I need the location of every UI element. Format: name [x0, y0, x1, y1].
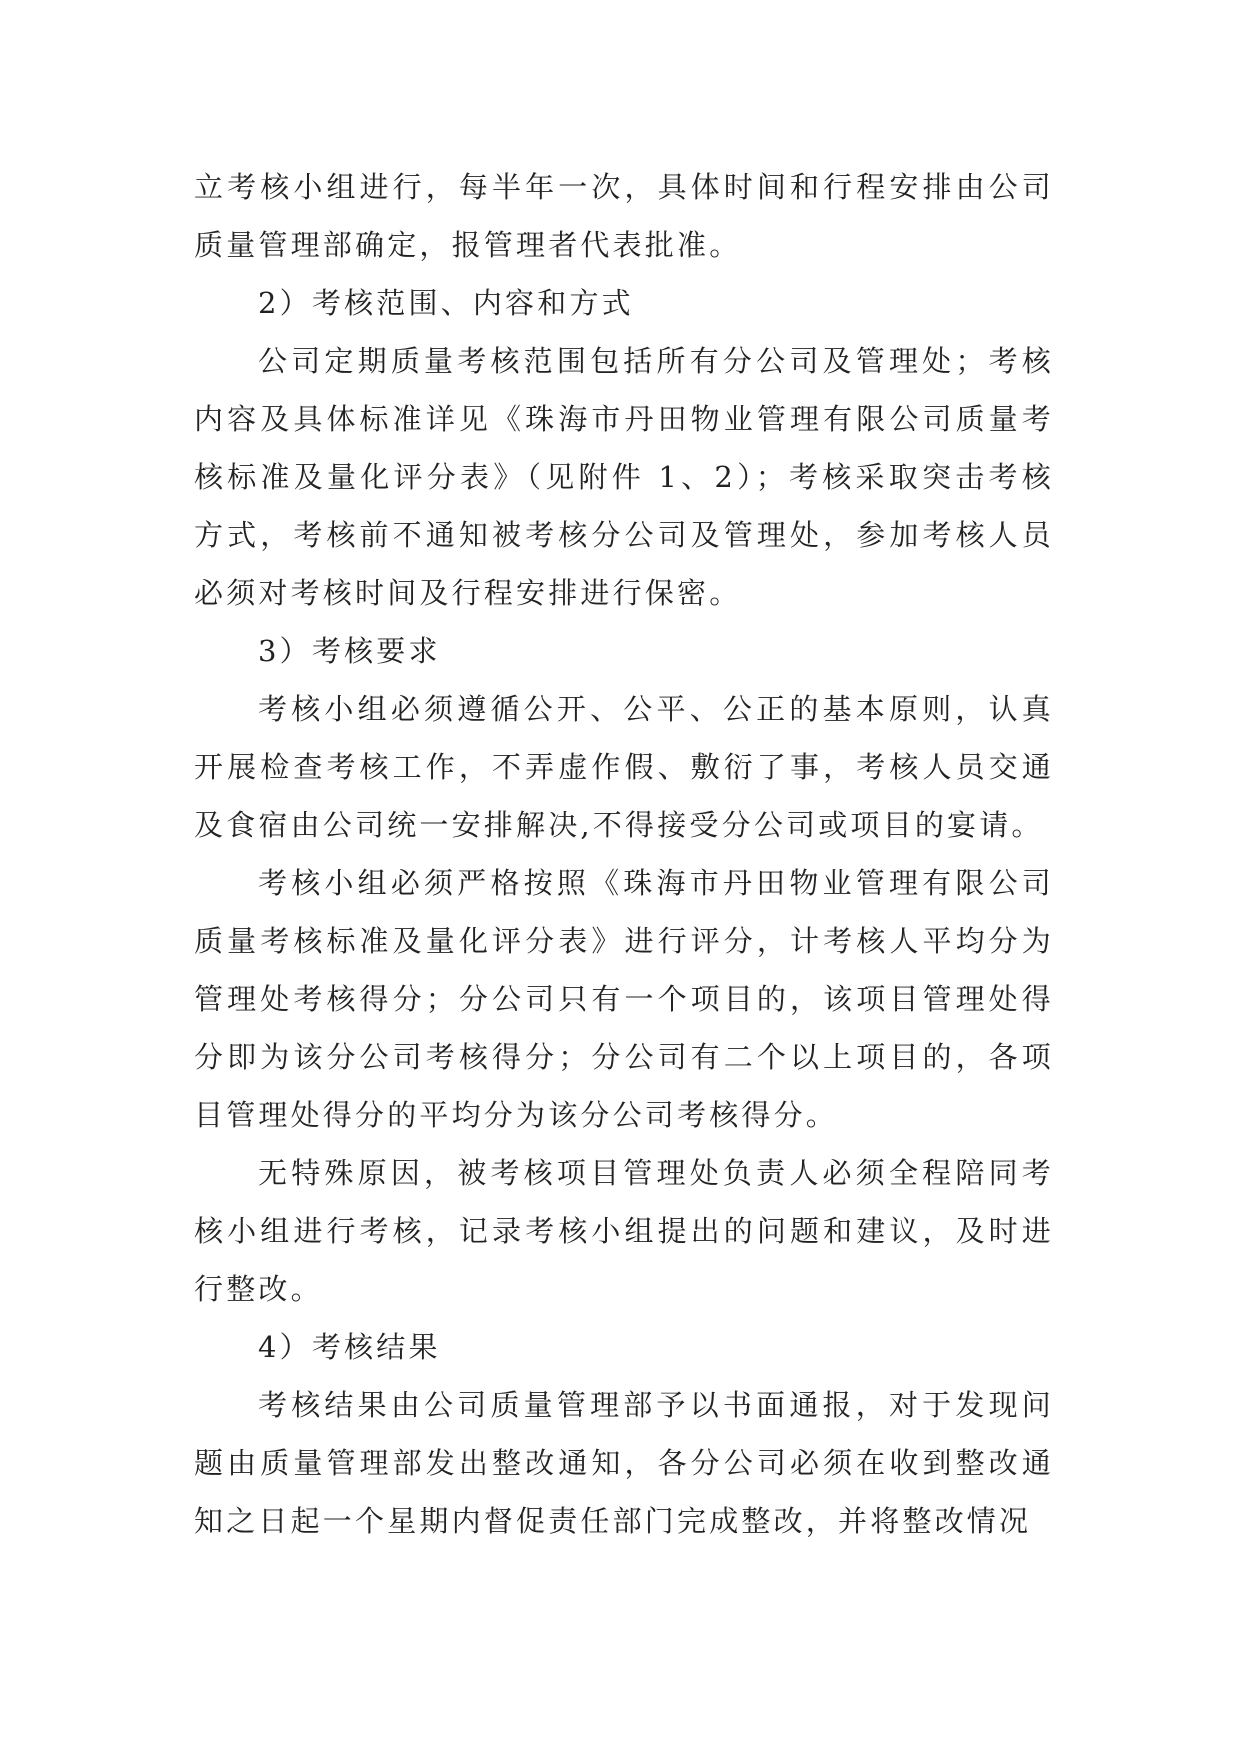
paragraph-results: 考核结果由公司质量管理部予以书面通报，对于发现问题由质量管理部发出整改通知，各分公司必须在收到整改通知之日起一个星期内督促责任部门完成整改，并将整改情况 [194, 1388, 1054, 1538]
heading-scope-content-method: 2）考核范围、内容和方式 [258, 286, 634, 320]
paragraph-scope: 公司定期质量考核范围包括所有分公司及管理处；考核内容及具体标准详见《珠海市丹田物业管理有限公司质量考核标准及量化评分表》（见附件 1、2）；考核采取突击考核方式，考核前不通知被考核分公司及管理处，参加考核人员必须对考核时间及行程安排进行保密。 [194, 344, 1054, 610]
heading-requirements: 3）考核要求 [258, 634, 441, 668]
document-page [194, 158, 1054, 1550]
paragraph-principles: 考核小组必须遵循公开、公平、公正的基本原则，认真开展检查考核工作，不弄虚作假、敷衍了事，考核人员交通及食宿由公司统一安排解决,不得接受分公司或项目的宴请。 [194, 692, 1054, 842]
paragraph-scoring: 考核小组必须严格按照《珠海市丹田物业管理有限公司质量考核标准及量化评分表》进行评分，计考核人平均分为管理处考核得分；分公司只有一个项目的，该项目管理处得分即为该分公司考核得分；分公司有二个以上项目的，各项目管理处得分的平均分为该分公司考核得分。 [194, 866, 1054, 1132]
paragraph-accompany: 无特殊原因，被考核项目管理处负责人必须全程陪同考核小组进行考核，记录考核小组提出的问题和建议，及时进行整改。 [194, 1156, 1054, 1306]
paragraph-continuation: 立考核小组进行，每半年一次，具体时间和行程安排由公司质量管理部确定，报管理者代表批准。 [194, 170, 1054, 262]
heading-results: 4）考核结果 [258, 1330, 441, 1364]
